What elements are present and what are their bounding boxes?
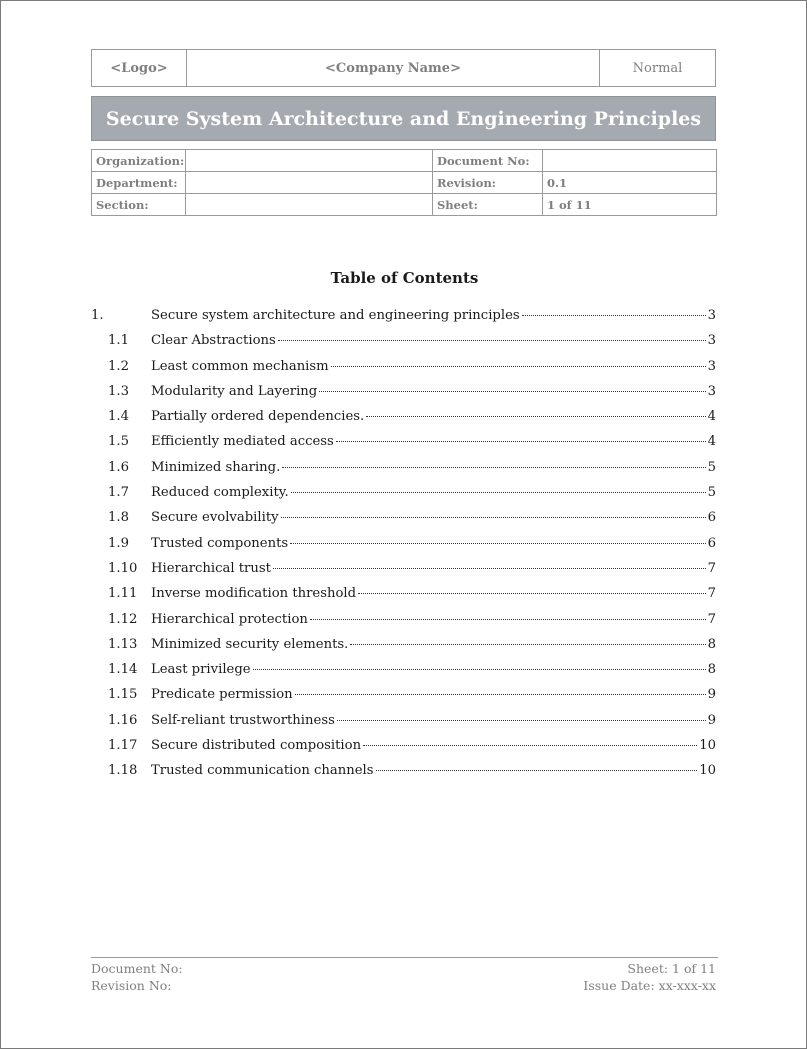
- toc-entry-label: Hierarchical protection: [151, 611, 308, 627]
- toc-entry[interactable]: [91, 687, 716, 712]
- toc-entry-page: 3: [707, 383, 716, 399]
- toc-dot-leader: [290, 543, 705, 544]
- info-row-department: [92, 172, 717, 194]
- toc-entry-number: 1.9: [108, 535, 129, 551]
- section-value: [186, 194, 433, 216]
- toc-entry[interactable]: [91, 637, 716, 662]
- toc-entry-label: Trusted communication channels: [151, 763, 374, 779]
- toc-entry-page: 5: [707, 485, 716, 501]
- toc-entry[interactable]: [91, 485, 716, 510]
- toc-entry-page: 5: [707, 459, 716, 475]
- toc-entry-number: 1.16: [108, 712, 138, 728]
- toc-entry-label: Secure system architecture and engineering principles: [151, 308, 520, 323]
- toc-entry-page: 3: [707, 333, 716, 349]
- toc-dot-leader: [281, 517, 706, 518]
- info-row-organization: [92, 150, 717, 172]
- toc-entry-number: 1.11: [108, 586, 138, 602]
- toc-entry[interactable]: [91, 713, 716, 738]
- section-label: Section:: [92, 194, 186, 216]
- toc-entry-number: 1.17: [108, 738, 138, 754]
- toc-entry-number: 1.5: [108, 434, 129, 450]
- toc-entry-label: Secure distributed composition: [151, 738, 362, 754]
- department-value: [186, 172, 433, 194]
- document-no-label: Document No:: [433, 150, 543, 172]
- classification-label: Normal: [632, 60, 683, 76]
- toc-entry-label: Predicate permission: [151, 687, 293, 703]
- toc-dot-leader: [331, 366, 706, 367]
- toc-entry-page: 10: [699, 738, 716, 754]
- toc-entry-number: 1.14: [108, 662, 138, 678]
- toc-entry[interactable]: [91, 612, 716, 637]
- department-label: Department:: [92, 172, 186, 194]
- toc-dot-leader: [291, 492, 706, 493]
- toc-entry-page: 4: [707, 409, 716, 425]
- toc-entry-label: Trusted components: [151, 535, 289, 551]
- document-footer: [91, 960, 716, 994]
- toc-entry-label: Least privilege: [151, 662, 251, 678]
- toc-entry[interactable]: [91, 409, 716, 434]
- toc-dot-leader: [319, 391, 705, 392]
- document-info-table: [91, 149, 717, 216]
- toc-entry[interactable]: [91, 738, 716, 763]
- toc-entry-number: 1.7: [108, 485, 129, 501]
- toc-entry-label: Modularity and Layering: [151, 383, 318, 399]
- footer-divider: [91, 957, 718, 958]
- toc-entry-label: Efficiently mediated access: [151, 434, 334, 450]
- footer-revision-no: Revision No:: [91, 978, 172, 993]
- toc-dot-leader: [376, 770, 698, 771]
- footer-issue-date: Issue Date: xx-xxx-xx: [583, 978, 716, 993]
- sheet-label: Sheet:: [433, 194, 543, 216]
- toc-entry[interactable]: [91, 384, 716, 409]
- toc-entry-page: 7: [707, 586, 716, 602]
- toc-entry-page: 7: [707, 560, 716, 576]
- toc-dot-leader: [358, 593, 706, 594]
- toc-entry-number: 1.4: [108, 409, 129, 425]
- document-no-value: [543, 150, 717, 172]
- revision-label: Revision:: [433, 172, 543, 194]
- sheet-value: 1 of 11: [543, 194, 717, 216]
- toc-entry-page: 9: [707, 687, 716, 703]
- organization-label: Organization:: [92, 150, 186, 172]
- toc-entry-page: 3: [707, 308, 716, 323]
- toc-heading: Table of Contents: [330, 269, 479, 287]
- toc-entry-label: Hierarchical trust: [151, 560, 271, 576]
- toc-entry[interactable]: [91, 561, 716, 586]
- toc-entry-label: Clear Abstractions: [151, 333, 276, 349]
- toc-entry-page: 8: [707, 636, 716, 652]
- toc-entry-page: 6: [707, 510, 716, 526]
- toc-entry[interactable]: [91, 359, 716, 384]
- organization-value: [186, 150, 433, 172]
- toc-entry-number: 1.15: [108, 687, 138, 703]
- toc-dot-leader: [310, 619, 706, 620]
- toc-dot-leader: [337, 720, 706, 721]
- toc-entry-label: Self-reliant trustworthiness: [151, 712, 335, 728]
- revision-value: 0.1: [543, 172, 717, 194]
- toc-entry[interactable]: [91, 586, 716, 611]
- toc-entry-number: 1.3: [108, 383, 129, 399]
- toc-entry-label: Least common mechanism: [151, 358, 329, 374]
- toc-entry-page: 9: [707, 712, 716, 728]
- toc-entry-page: 7: [707, 611, 716, 627]
- toc-entry[interactable]: [91, 763, 716, 788]
- toc-dot-leader: [273, 568, 706, 569]
- toc-entry[interactable]: [91, 662, 716, 687]
- toc-entry[interactable]: [91, 536, 716, 561]
- footer-sheet: Sheet: 1 of 11: [627, 961, 716, 976]
- toc-entry-label: Partially ordered dependencies.: [151, 409, 365, 425]
- toc-entry-page: 4: [707, 434, 716, 450]
- toc-dot-leader: [366, 416, 705, 417]
- toc-entry-number: 1.10: [108, 560, 138, 576]
- toc-entry-label: Minimized security elements.: [151, 636, 349, 652]
- toc-entry-number: 1.18: [108, 763, 138, 779]
- toc-dot-leader: [253, 669, 706, 670]
- toc-dot-leader: [363, 745, 697, 746]
- toc-dot-leader: [350, 644, 705, 645]
- footer-document-no: Document No:: [91, 961, 183, 976]
- toc-entry[interactable]: [91, 460, 716, 485]
- toc-dot-leader: [522, 315, 706, 316]
- toc-entry[interactable]: [91, 510, 716, 535]
- info-row-section: [92, 194, 717, 216]
- document-title: Secure System Architecture and Engineering Principles: [91, 96, 716, 141]
- toc-entry[interactable]: [91, 308, 716, 333]
- toc-dot-leader: [282, 467, 705, 468]
- toc-entry-number: 1.12: [108, 611, 138, 627]
- toc-entry-label: Minimized sharing.: [151, 459, 281, 475]
- logo-placeholder: <Logo>: [92, 50, 187, 86]
- toc-entry-number: 1.: [91, 308, 104, 323]
- toc-entry-page: 6: [707, 535, 716, 551]
- toc-entry[interactable]: [91, 434, 716, 459]
- toc-entry-number: 1.6: [108, 459, 129, 475]
- toc-entry-number: 1.13: [108, 636, 138, 652]
- toc-entry-page: 8: [707, 662, 716, 678]
- toc-entry-number: 1.2: [108, 358, 129, 374]
- toc-entry-page: 3: [707, 358, 716, 374]
- table-of-contents: [91, 308, 716, 789]
- document-header: [91, 49, 716, 87]
- company-name: <Company Name>: [187, 50, 600, 86]
- toc-entry-page: 10: [699, 763, 716, 779]
- toc-entry-label: Reduced complexity.: [151, 485, 289, 501]
- toc-dot-leader: [295, 694, 706, 695]
- toc-dot-leader: [278, 340, 706, 341]
- toc-entry-label: Inverse modification threshold: [151, 586, 357, 602]
- toc-entry[interactable]: [91, 333, 716, 358]
- toc-dot-leader: [336, 441, 706, 442]
- toc-entry-number: 1.1: [108, 333, 129, 349]
- toc-entry-number: 1.8: [108, 510, 129, 526]
- toc-entry-label: Secure evolvability: [151, 510, 279, 526]
